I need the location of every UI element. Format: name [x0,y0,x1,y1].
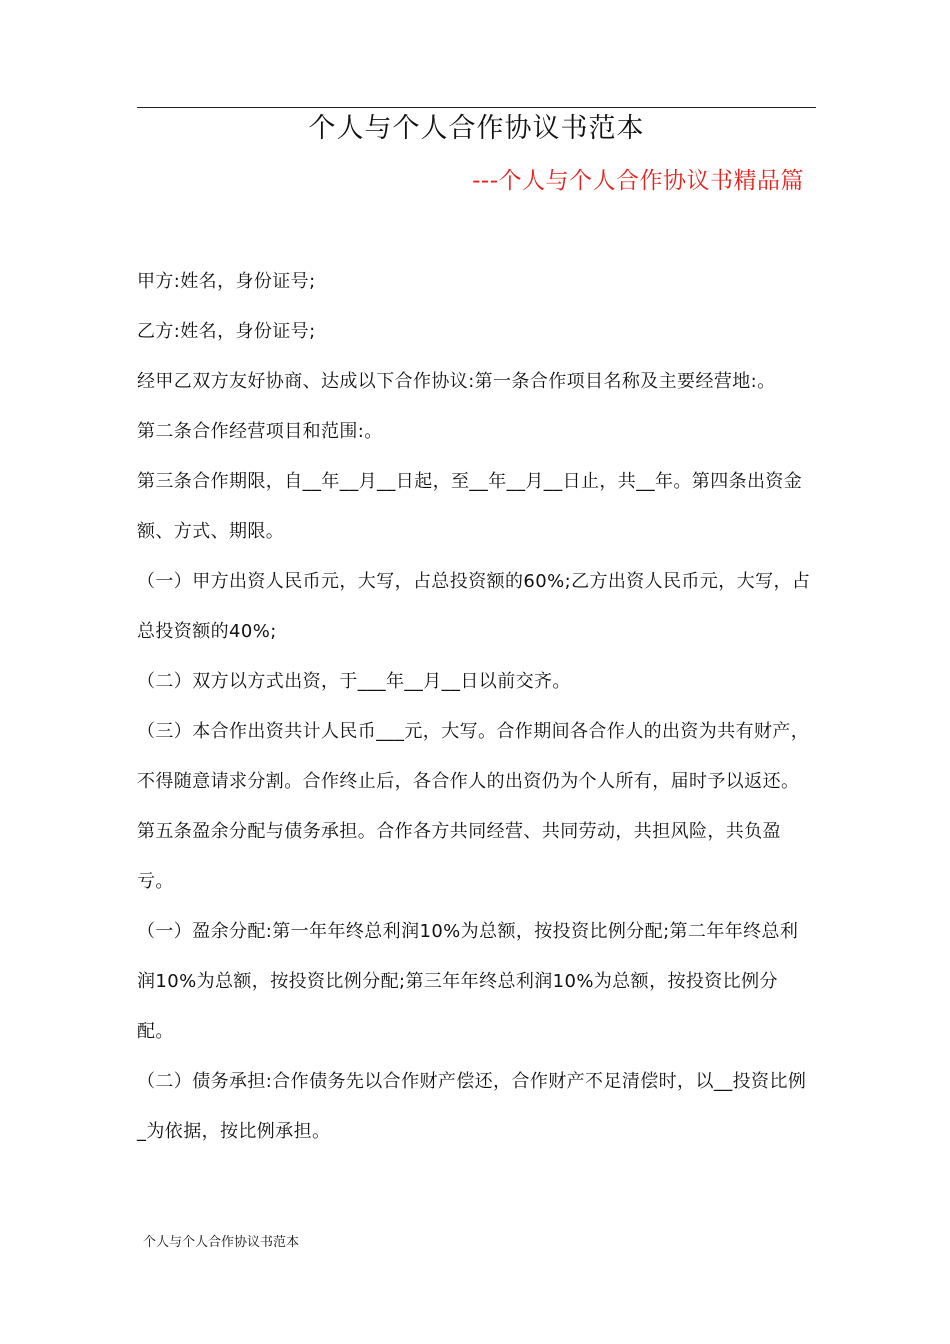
paragraph-party-a: 甲方:姓名，身份证号; [137,271,316,292]
document-body [137,257,813,1157]
paragraph-party-b: 乙方:姓名，身份证号; [137,321,316,342]
paragraph-article-3-4: 第三条合作期限，自__年__月__日起，至__年__月__日止，共__年。第四条出资金额、方式、期限。 [137,471,803,542]
header-rule [137,107,816,108]
paragraph-investment-3: （三）本合作出资共计人民币___元，大写。合作期间各合作人的出资为共有财产，不得随意请求分割。合作终止后，各合作人的出资仍为个人所有，届时予以返还。第五条盈余分配与债务承担。合作各方共同经营、共同劳动，共担风险，共负盈亏。 [137,721,810,892]
paragraph-article-2: 第二条合作经营项目和范围:。 [137,421,383,442]
document-title: 个人与个人合作协议书范本 [308,113,645,144]
paragraph-article-1: 经甲乙双方友好协商、达成以下合作协议:第一条合作项目名称及主要经营地:。 [137,371,776,392]
paragraph-investment-2: （二）双方以方式出资，于___年__月__日以前交齐。 [137,671,571,692]
paragraph-profit-distribution: （一）盈余分配:第一年年终总利润10%为总额，按投资比例分配;第二年年终总利润10%为总额，按投资比例分配;第三年年终总利润10%为总额，按投资比例分配。 [137,921,799,1042]
paragraph-debt-liability: （二）债务承担:合作债务先以合作财产偿还，合作财产不足清偿时，以__投资比例_为依据，按比例承担。 [137,1071,807,1142]
paragraph-investment-1: （一）甲方出资人民币元，大写，占总投资额的60%;乙方出资人民币元，大写，占总投资额的40%; [137,571,811,642]
document-subtitle: ---个人与个人合作协议书精品篇 [472,168,804,194]
page-footer: 个人与个人合作协议书范本 [143,1235,300,1250]
